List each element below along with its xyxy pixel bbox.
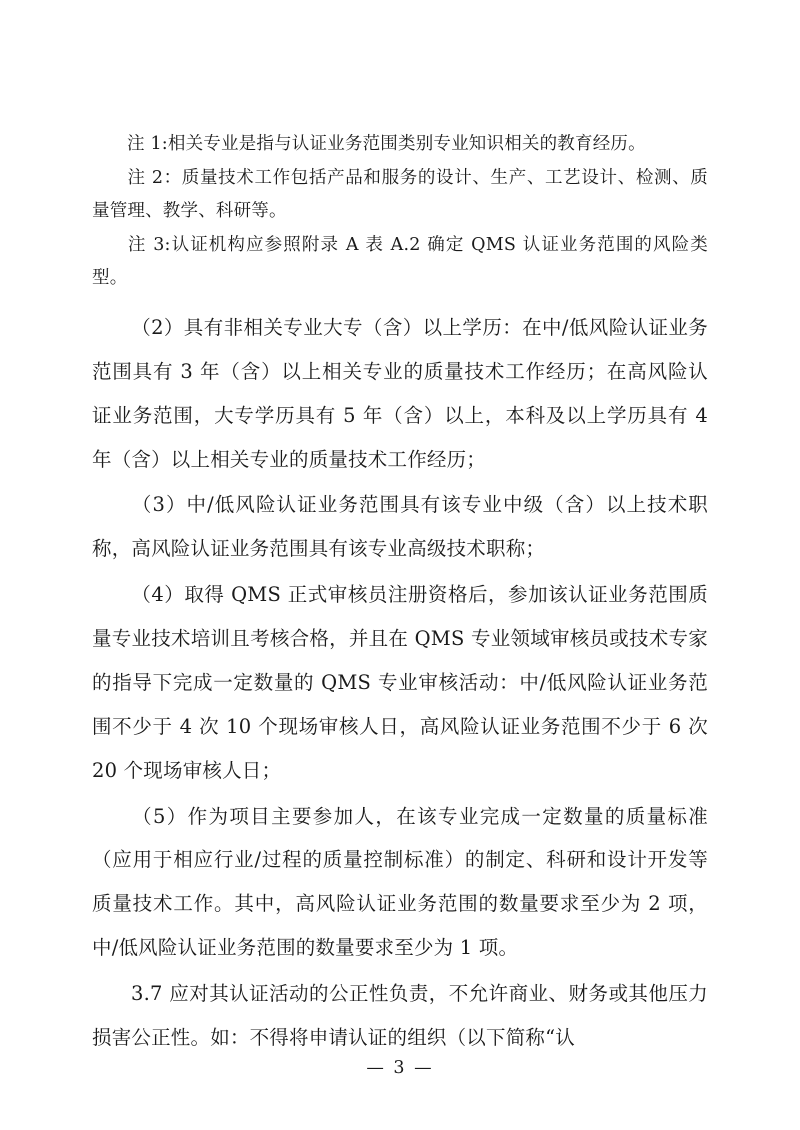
note-line — [92, 229, 708, 296]
page-number: — 3 — — [366, 1058, 434, 1078]
note-text: 注 3:认证机构应参照附录 A 表 A.2 确定 QMS 认证业务范围的风险类型。 — [92, 234, 708, 289]
body-paragraph — [92, 306, 708, 482]
note-text: 注 1:相关专业是指与认证业务范围类别专业知识相关的教育经历。 — [127, 134, 646, 154]
paragraph-text: （3）中/低风险认证业务范围具有该专业中级（含）以上技术职称，高风险认证业务范围具有该专业高级技术职称； — [92, 493, 708, 561]
body-paragraph — [92, 573, 708, 792]
note-line — [92, 162, 708, 229]
paragraph-text: 3.7 应对其认证活动的公正性负责，不允许商业、财务或其他压力损害公正性。如：不得将申请认证的组织（以下简称“认 — [92, 982, 708, 1049]
paragraph-text: （4）取得 QMS 正式审核员注册资格后，参加该认证业务范围质量专业技术培训且考核合格，并且在 QMS 专业领域审核员或技术专家的指导下完成一定数量的 QMS 专业审核活动：中/低风险认证业务范围不少于 4 次 10 个现场审核人日，高风险认证业务范围不少于 6 次 20 个现场审核人日； — [92, 583, 708, 782]
note-text: 注 2：质量技术工作包括产品和服务的设计、生产、工艺设计、检测、质量管理、教学、科研等。 — [92, 167, 708, 222]
paragraph-spacer — [92, 296, 708, 306]
body-paragraph — [92, 483, 708, 571]
body-paragraph — [92, 972, 708, 1060]
body-paragraph — [92, 795, 708, 971]
note-line — [92, 128, 708, 162]
paragraph-text: （2）具有非相关专业大专（含）以上学历：在中/低风险认证业务范围具有 3 年（含）以上相关专业的质量技术工作经历；在高风险认证业务范围，大专学历具有 5 年（含）以上，本科及以上学历具有 4 年（含）以上相关专业的质量技术工作经历； — [92, 315, 708, 471]
paragraph-text: （5）作为项目主要参加人，在该专业完成一定数量的质量标准（应用于相应行业/过程的质量控制标准）的制定、科研和设计开发等质量技术工作。其中，高风险认证业务范围的数量要求至少为 2 项，中/低风险认证业务范围的数量要求至少为 1 项。 — [92, 804, 708, 960]
